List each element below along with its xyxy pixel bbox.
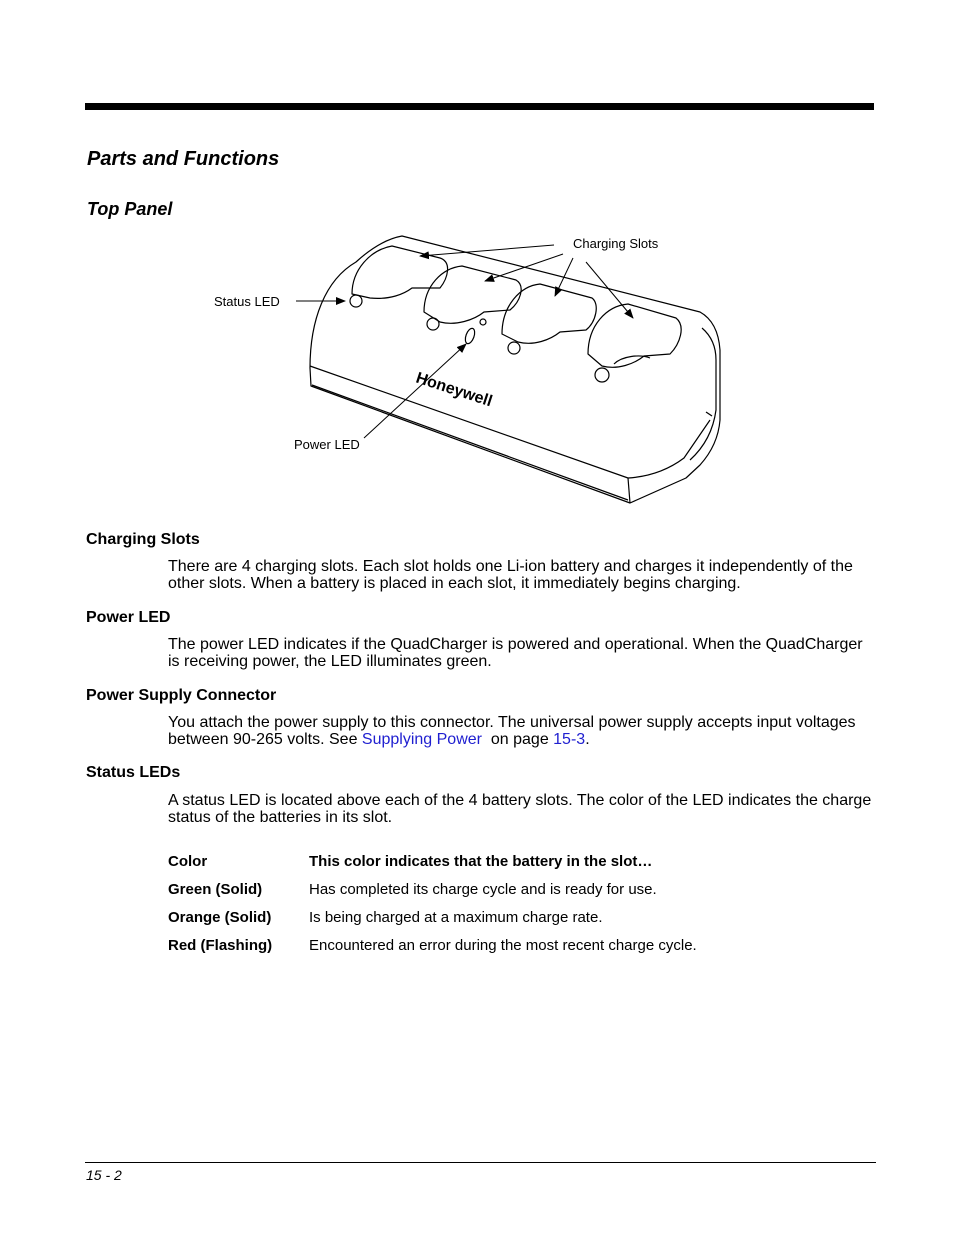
power-led-heading: Power LED [86,609,171,626]
table-row [168,903,697,931]
callout-status-led: Status LED [214,294,280,309]
slot-4 [588,304,681,367]
page-number: 15 - 2 [86,1167,122,1183]
table-cell-color: Green (Solid) [168,880,263,898]
status-leds-text: A status LED is located above each of the 4 battery slots. The color of the LED indicates the charge status of the batteries in its slot. [168,792,872,826]
status-led-1 [350,295,362,307]
power-supply-heading: Power Supply Connector [86,687,277,704]
power-led-text: The power LED indicates if the QuadCharger is powered and operational. When the QuadCharger is receiving power, the LED illuminates green. [168,636,863,670]
status-led-3 [508,342,520,354]
table-cell-color: Red (Flashing) [168,936,273,954]
supplying-power-link[interactable]: Supplying Power [361,731,482,748]
table-cell-meaning: Is being charged at a maximum charge rate. [309,908,603,926]
status-led-2 [427,318,439,330]
charger-body [310,236,720,503]
table-cell-meaning: Encountered an error during the most recent charge cycle. [309,936,697,954]
page-ref-link[interactable]: 15-3 [553,731,586,748]
charging-slots-heading: Charging Slots [86,531,200,548]
power-led [464,327,477,345]
status-led-4 [595,368,609,382]
slot-3 [502,284,596,343]
table-row [168,931,697,959]
table-row [168,875,697,903]
table-cell-meaning: Has completed its charge cycle and is ready for use. [309,880,657,898]
table-header-color: Color [168,852,208,870]
page-title: Parts and Functions [87,148,280,170]
status-leds-heading: Status LEDs [86,764,181,781]
charging-slots-text: There are 4 charging slots. Each slot holds one Li-ion battery and charges it independently of the other slots. When a battery is placed in each slot, it immediately begins charging. [168,558,853,592]
table-cell-color: Orange (Solid) [168,908,272,926]
power-supply-text [168,714,873,748]
power-supply-text-middle: on page [481,731,554,748]
quadcharger-figure [200,228,730,510]
footer-rule [85,1162,876,1163]
quadcharger-illustration [200,228,730,510]
led-status-table [168,847,697,959]
slot-2 [424,266,521,323]
power-supply-text-end: . [585,731,590,748]
callout-power-led: Power LED [294,437,360,452]
power-supply-text-start: You attach the power supply to this connector. The universal power supply accepts input voltages between 90-265 volts. See [168,714,856,748]
section-subtitle: Top Panel [87,199,173,219]
table-header-row [168,847,697,875]
top-rule [85,103,874,110]
brand-logo: Honeywell [413,369,495,411]
callout-charging-slots: Charging Slots [573,236,659,251]
table-header-meaning: This color indicates that the battery in the slot… [309,852,653,870]
